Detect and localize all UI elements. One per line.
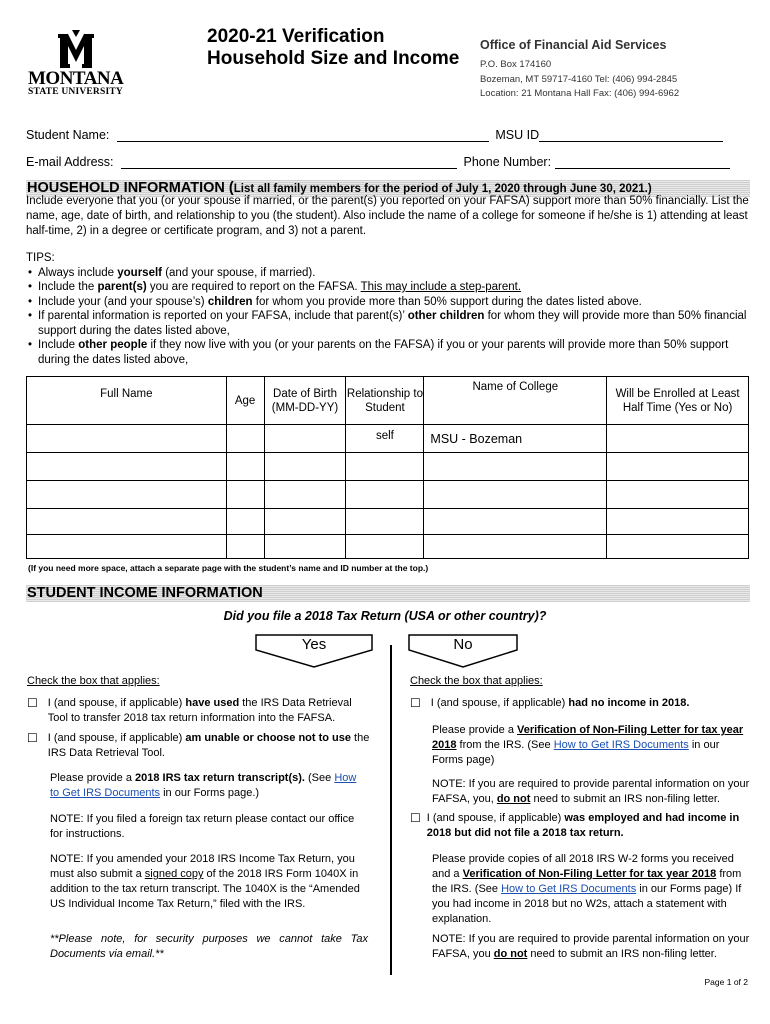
cell-input[interactable] [27, 509, 227, 535]
yes-note-amended: NOTE: If you amended your 2018 IRS Income Tax Return, you must also submit a signed copy of the 2018 IRS Form 1040X in addition to the tax return transcript. The 1040X is the “Amended US Individual Income Tax Return,” filed with the IRS. [50, 853, 360, 910]
table-row [27, 535, 749, 559]
household-intro: Include everyone that you (or your spouse if married, or the parent(s) you reported on your FAFSA) support more than 50% financially. List the name, age, date of birth, and relationship to you (the student). Also include the name of a college for someone if he/she is 1) attending at least half-time, 2) in a degree or certificate program, and 3) not a parent. [26, 195, 749, 237]
logo-state-university: STATE UNIVERSITY [28, 87, 123, 97]
cell-input[interactable] [346, 481, 424, 509]
yes-check-label: Check the box that applies: [27, 675, 160, 687]
cell-input[interactable] [607, 425, 749, 453]
tips-label: TIPS: [26, 252, 55, 264]
cell-input[interactable] [226, 425, 264, 453]
no-provide-nonfiling-1: Please provide a Verification of Non-Filing Letter for tax year 2018 from the IRS. (See How to Get IRS Documents in our Forms page) [432, 724, 744, 766]
col-college: Name of College [424, 377, 607, 425]
no-note-parental-2: NOTE: If you are required to provide parental information on your FAFSA, you do not need to submit an IRS non-filing letter. [432, 933, 750, 960]
no-option-employed: ☐ I (and spouse, if applicable) was employed and had income in 2018 but did not file a 2018 tax return. [410, 811, 740, 839]
office-name: Office of Financial Aid Services [480, 38, 667, 52]
household-table [26, 376, 749, 559]
tip-item: • Include your (and your spouse’s) children for whom you provide more than 50% support during the dates listed above. [26, 295, 752, 310]
cell-relationship-self: self [346, 425, 424, 453]
student-name-row [26, 128, 723, 142]
phone-input[interactable] [555, 156, 730, 169]
cell-input[interactable] [27, 453, 227, 481]
tip-item: • If parental information is reported on your FAFSA, include that parent(s)’ other children for whom they will provide more than 50% financial support during the dates listed above, [26, 309, 752, 338]
cell-input[interactable] [27, 425, 227, 453]
no-note-parental-1: NOTE: If you are required to provide parental information on your FAFSA, you, do not need to submit an IRS non-filing letter. [432, 778, 750, 805]
col-full-name: Full Name [27, 377, 227, 425]
cell-input[interactable] [226, 535, 264, 559]
no-column [410, 674, 750, 689]
checkbox-no-drt[interactable]: ☐ [27, 731, 38, 745]
column-divider [390, 645, 392, 975]
cell-input[interactable] [424, 453, 607, 481]
tip-item: • Include other people if they now live with you (or your parents on the FAFSA) if you or your parents will provide more than 50% support during the dates listed above, [26, 338, 752, 367]
student-name-input[interactable] [117, 129, 489, 142]
security-note: **Please note, for security purposes we cannot take Tax Documents via email.** [50, 933, 368, 960]
no-provide-nonfiling-2: Please provide copies of all 2018 IRS W-2 forms you received and a Verification of Non-Filing Letter for tax year 2018 from the IRS. (See How to Get IRS Documents in our Forms page) If you had income in 2018 but no W2s, attach a statement with explanation. [432, 853, 742, 925]
tip-item: • Include the parent(s) you are required to report on the FAFSA. This may include a step-parent. [26, 280, 752, 295]
cell-input[interactable] [607, 509, 749, 535]
col-relationship: Relationship to Student [346, 377, 424, 425]
yes-column [27, 674, 367, 689]
cell-input[interactable] [226, 481, 264, 509]
msu-logo [28, 30, 128, 100]
yes-option-no-drt: ☐ I (and spouse, if applicable) am unable or choose not to use the IRS Data Retrieval Tool. [27, 731, 370, 759]
yes-option-used-drt: ☐ I (and spouse, if applicable) have used the IRS Data Retrieval Tool to transfer 2018 tax return information into the FAFSA. [27, 696, 352, 724]
tips-list [26, 266, 752, 368]
table-row [27, 453, 749, 481]
cell-input[interactable] [226, 509, 264, 535]
yes-note-foreign: NOTE: If you filed a foreign tax return please contact our office for instructions. [50, 813, 355, 840]
cell-input[interactable] [346, 509, 424, 535]
msu-id-label: MSU ID [495, 128, 540, 142]
cell-input[interactable] [607, 481, 749, 509]
cell-input[interactable] [264, 535, 346, 559]
cell-input[interactable] [424, 481, 607, 509]
table-row [27, 425, 749, 453]
cell-input[interactable] [264, 453, 346, 481]
checkbox-employed-no-file[interactable]: ☐ [410, 811, 421, 825]
table-header-row [27, 377, 749, 425]
cell-input[interactable] [27, 535, 227, 559]
tax-return-question: Did you file a 2018 Tax Return (USA or other country)? [223, 609, 547, 623]
page-number: Page 1 of 2 [704, 977, 748, 987]
office-contact: P.O. Box 174160 Bozeman, MT 59717-4160 Tel: (406) 994-2845 Location: 21 Montana Hall Fax: (406) 994-6962 [480, 59, 680, 99]
tips-section [26, 251, 752, 367]
income-heading: STUDENT INCOME INFORMATION [27, 585, 263, 601]
yes-label: Yes [301, 636, 327, 653]
student-name-label: Student Name: [26, 128, 110, 142]
no-label: No [453, 636, 473, 653]
tip-item: • Always include yourself (and your spouse, if married). [26, 266, 752, 281]
cell-input[interactable] [424, 535, 607, 559]
table-note: (If you need more space, attach a separate page with the student’s name and ID number at the top.) [28, 563, 429, 573]
checkbox-no-income[interactable]: ☐ [410, 696, 421, 710]
table-row [27, 481, 749, 509]
no-check-label: Check the box that applies: [410, 675, 543, 687]
checkbox-used-drt[interactable]: ☐ [27, 696, 38, 710]
cell-input[interactable] [607, 453, 749, 481]
yes-provide-transcript: Please provide a 2018 IRS tax return transcript(s). (See How to Get IRS Documents in our Forms page.) [50, 772, 357, 799]
how-to-get-irs-docs-link[interactable]: How to Get IRS Documents [501, 883, 637, 895]
how-to-get-irs-docs-link[interactable]: How to Get IRS Documents [553, 739, 689, 751]
logo-montana: MONTANA [28, 68, 124, 89]
table-row [27, 509, 749, 535]
cell-input[interactable] [607, 535, 749, 559]
household-heading: HOUSEHOLD INFORMATION (List all family members for the period of July 1, 2020 through June 30, 2021.) [27, 180, 652, 196]
cell-input[interactable] [27, 481, 227, 509]
page-title: 2020-21 Verification Household Size and Income [207, 26, 460, 69]
email-input[interactable] [121, 156, 457, 169]
col-enrolled: Will be Enrolled at Least Half Time (Yes or No) [607, 377, 749, 425]
no-option-no-income: ☐ I (and spouse, if applicable) had no income in 2018. [410, 696, 690, 710]
cell-input[interactable] [226, 453, 264, 481]
cell-input[interactable] [264, 509, 346, 535]
msu-id-input[interactable] [539, 129, 723, 142]
email-row [26, 155, 730, 169]
cell-input[interactable] [346, 535, 424, 559]
cell-input[interactable] [264, 425, 346, 453]
col-age: Age [226, 377, 264, 425]
phone-label: Phone Number: [463, 155, 552, 169]
cell-input[interactable] [346, 453, 424, 481]
cell-input[interactable] [264, 481, 346, 509]
cell-input[interactable] [424, 509, 607, 535]
email-label: E-mail Address: [26, 155, 114, 169]
col-dob: Date of Birth (MM-DD-YY) [264, 377, 346, 425]
cell-college-msu: MSU - Bozeman [424, 425, 607, 453]
how-to-get-irs-docs-link[interactable]: How to Get IRS Documents [50, 772, 357, 799]
montana-m-icon [58, 30, 94, 68]
